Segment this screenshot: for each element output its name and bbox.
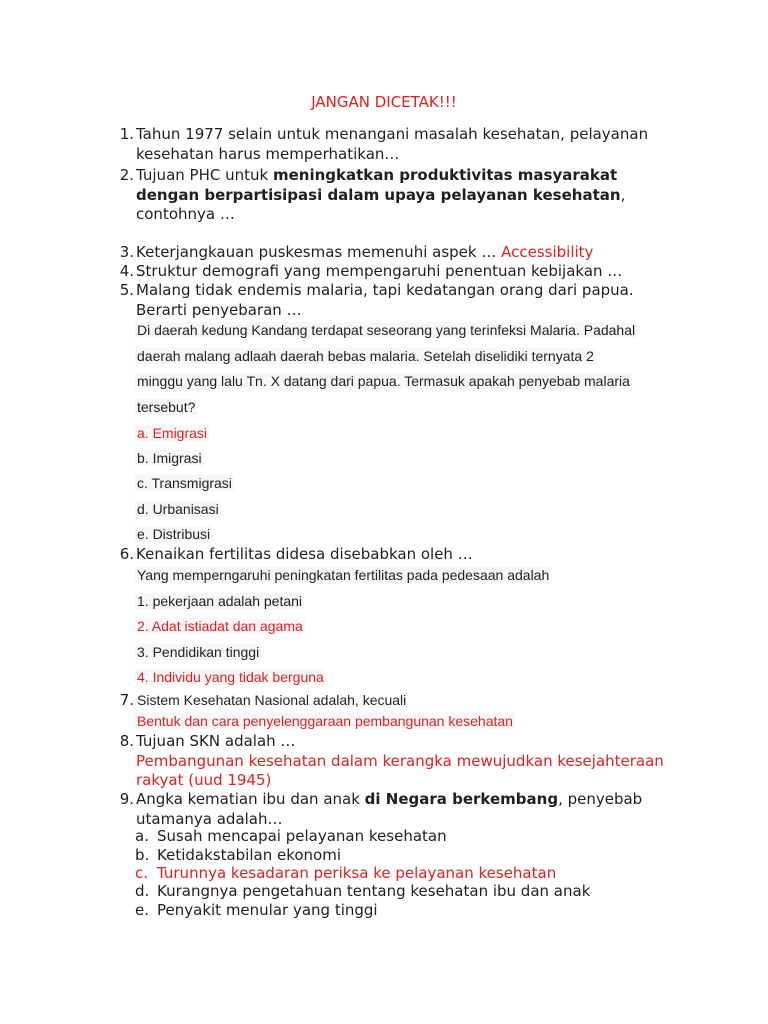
- option-text: Kurangnya pengetahuan tentang kesehatan ibu dan anak: [157, 882, 591, 900]
- question-number: 8.: [119, 732, 134, 750]
- option-correct: a. Emigrasi: [137, 425, 208, 441]
- option: [135, 901, 378, 920]
- question-text: Struktur demografi yang mempengaruhi penentuan kebijakan …: [136, 262, 623, 280]
- option-correct: [135, 864, 556, 883]
- question-text: Keterjangkauan puskesmas memenuhi aspek …: [136, 243, 502, 261]
- question-number: 1.: [119, 125, 134, 143]
- answer-text: Bentuk dan cara penyelenggaraan pembangunan kesehatan: [137, 713, 513, 729]
- option: [135, 882, 590, 901]
- pasted-question-line: daerah malang adlaah daerah bebas malaria. Setelah diselidiki ternyata 2: [137, 348, 594, 364]
- option: [135, 827, 447, 846]
- option: b. Imigrasi: [137, 450, 202, 466]
- question-text-line: Tahun 1977 selain untuk menangani masalah kesehatan, pelayanan: [136, 125, 649, 143]
- option-letter: a.: [135, 827, 149, 845]
- question-text-line: utamanya adalah…: [136, 809, 283, 828]
- question-text: , penyebab: [558, 790, 643, 808]
- question-text: Tujuan PHC untuk: [136, 166, 273, 184]
- question-text: Kenaikan fertilitas didesa disebabkan oleh …: [136, 545, 473, 563]
- answer-text: rakyat (uud 1945): [136, 771, 272, 789]
- question-bold-text: dengan berpartisipasi dalam upaya pelayanan kesehatan: [136, 185, 621, 204]
- question-number: 4.: [119, 262, 134, 280]
- option: e. Distribusi: [137, 526, 211, 542]
- question-number: 2.: [119, 166, 134, 184]
- option-text: Penyakit menular yang tinggi: [157, 901, 378, 919]
- option-text: Susah mencapai pelayanan kesehatan: [157, 827, 447, 845]
- option-letter: b.: [135, 846, 150, 864]
- option: [135, 846, 341, 865]
- option-letter: e.: [135, 901, 149, 919]
- question-text-line: contohnya …: [136, 205, 235, 223]
- pasted-question-line: minggu yang lalu Tn. X datang dari papua. Termasuk apakah penyebab malaria: [137, 373, 630, 389]
- question-bold-text: meningkatkan produktivitas masyarakat: [272, 166, 618, 184]
- pasted-question-line: Yang memperngaruhi peningkatan fertilitas pada pedesaan adalah: [137, 567, 550, 583]
- answer-text: Pembangunan kesehatan dalam kerangka mewujudkan kesejahteraan: [136, 751, 664, 770]
- option-text: Ketidakstabilan ekonomi: [157, 846, 341, 864]
- option-correct: 4. Individu yang tidak berguna: [137, 669, 324, 685]
- option-letter: d.: [135, 882, 150, 900]
- question-number: 5.: [119, 281, 134, 299]
- question-number: 9.: [119, 790, 134, 808]
- question-text: Tujuan SKN adalah …: [136, 732, 296, 750]
- pasted-question-line: Di daerah kedung Kandang terdapat seseorang yang terinfeksi Malaria. Padahal: [137, 322, 636, 338]
- question-text: ,: [620, 185, 626, 204]
- option-correct: 2. Adat istiadat dan agama: [137, 618, 303, 634]
- question-number: 7.: [119, 691, 134, 709]
- option: d. Urbanisasi: [137, 501, 219, 517]
- option-letter: c.: [135, 864, 149, 882]
- question-text-line: Berarti penyebaran …: [136, 300, 302, 319]
- option-text: Turunnya kesadaran periksa ke pelayanan kesehatan: [157, 864, 557, 882]
- question-text: Angka kematian ibu dan anak: [136, 790, 365, 808]
- option: 1. pekerjaan adalah petani: [137, 593, 303, 609]
- question-text-line: kesehatan harus memperhatikan…: [136, 144, 400, 163]
- page-title: JANGAN DICETAK!!!: [311, 93, 457, 111]
- question-number: 3.: [119, 243, 134, 261]
- question-text-line: Malang tidak endemis malaria, tapi kedatangan orang dari papua.: [136, 281, 634, 299]
- question-text: Sistem Kesehatan Nasional adalah, kecuali: [137, 692, 407, 708]
- question-number: 6.: [119, 545, 134, 563]
- answer-text: Accessibility: [501, 243, 594, 261]
- question-bold-text: di Negara berkembang: [364, 790, 559, 808]
- option: 3. Pendidikan tinggi: [137, 644, 260, 660]
- pasted-question-line: tersebut?: [137, 399, 196, 415]
- option: c. Transmigrasi: [137, 475, 232, 491]
